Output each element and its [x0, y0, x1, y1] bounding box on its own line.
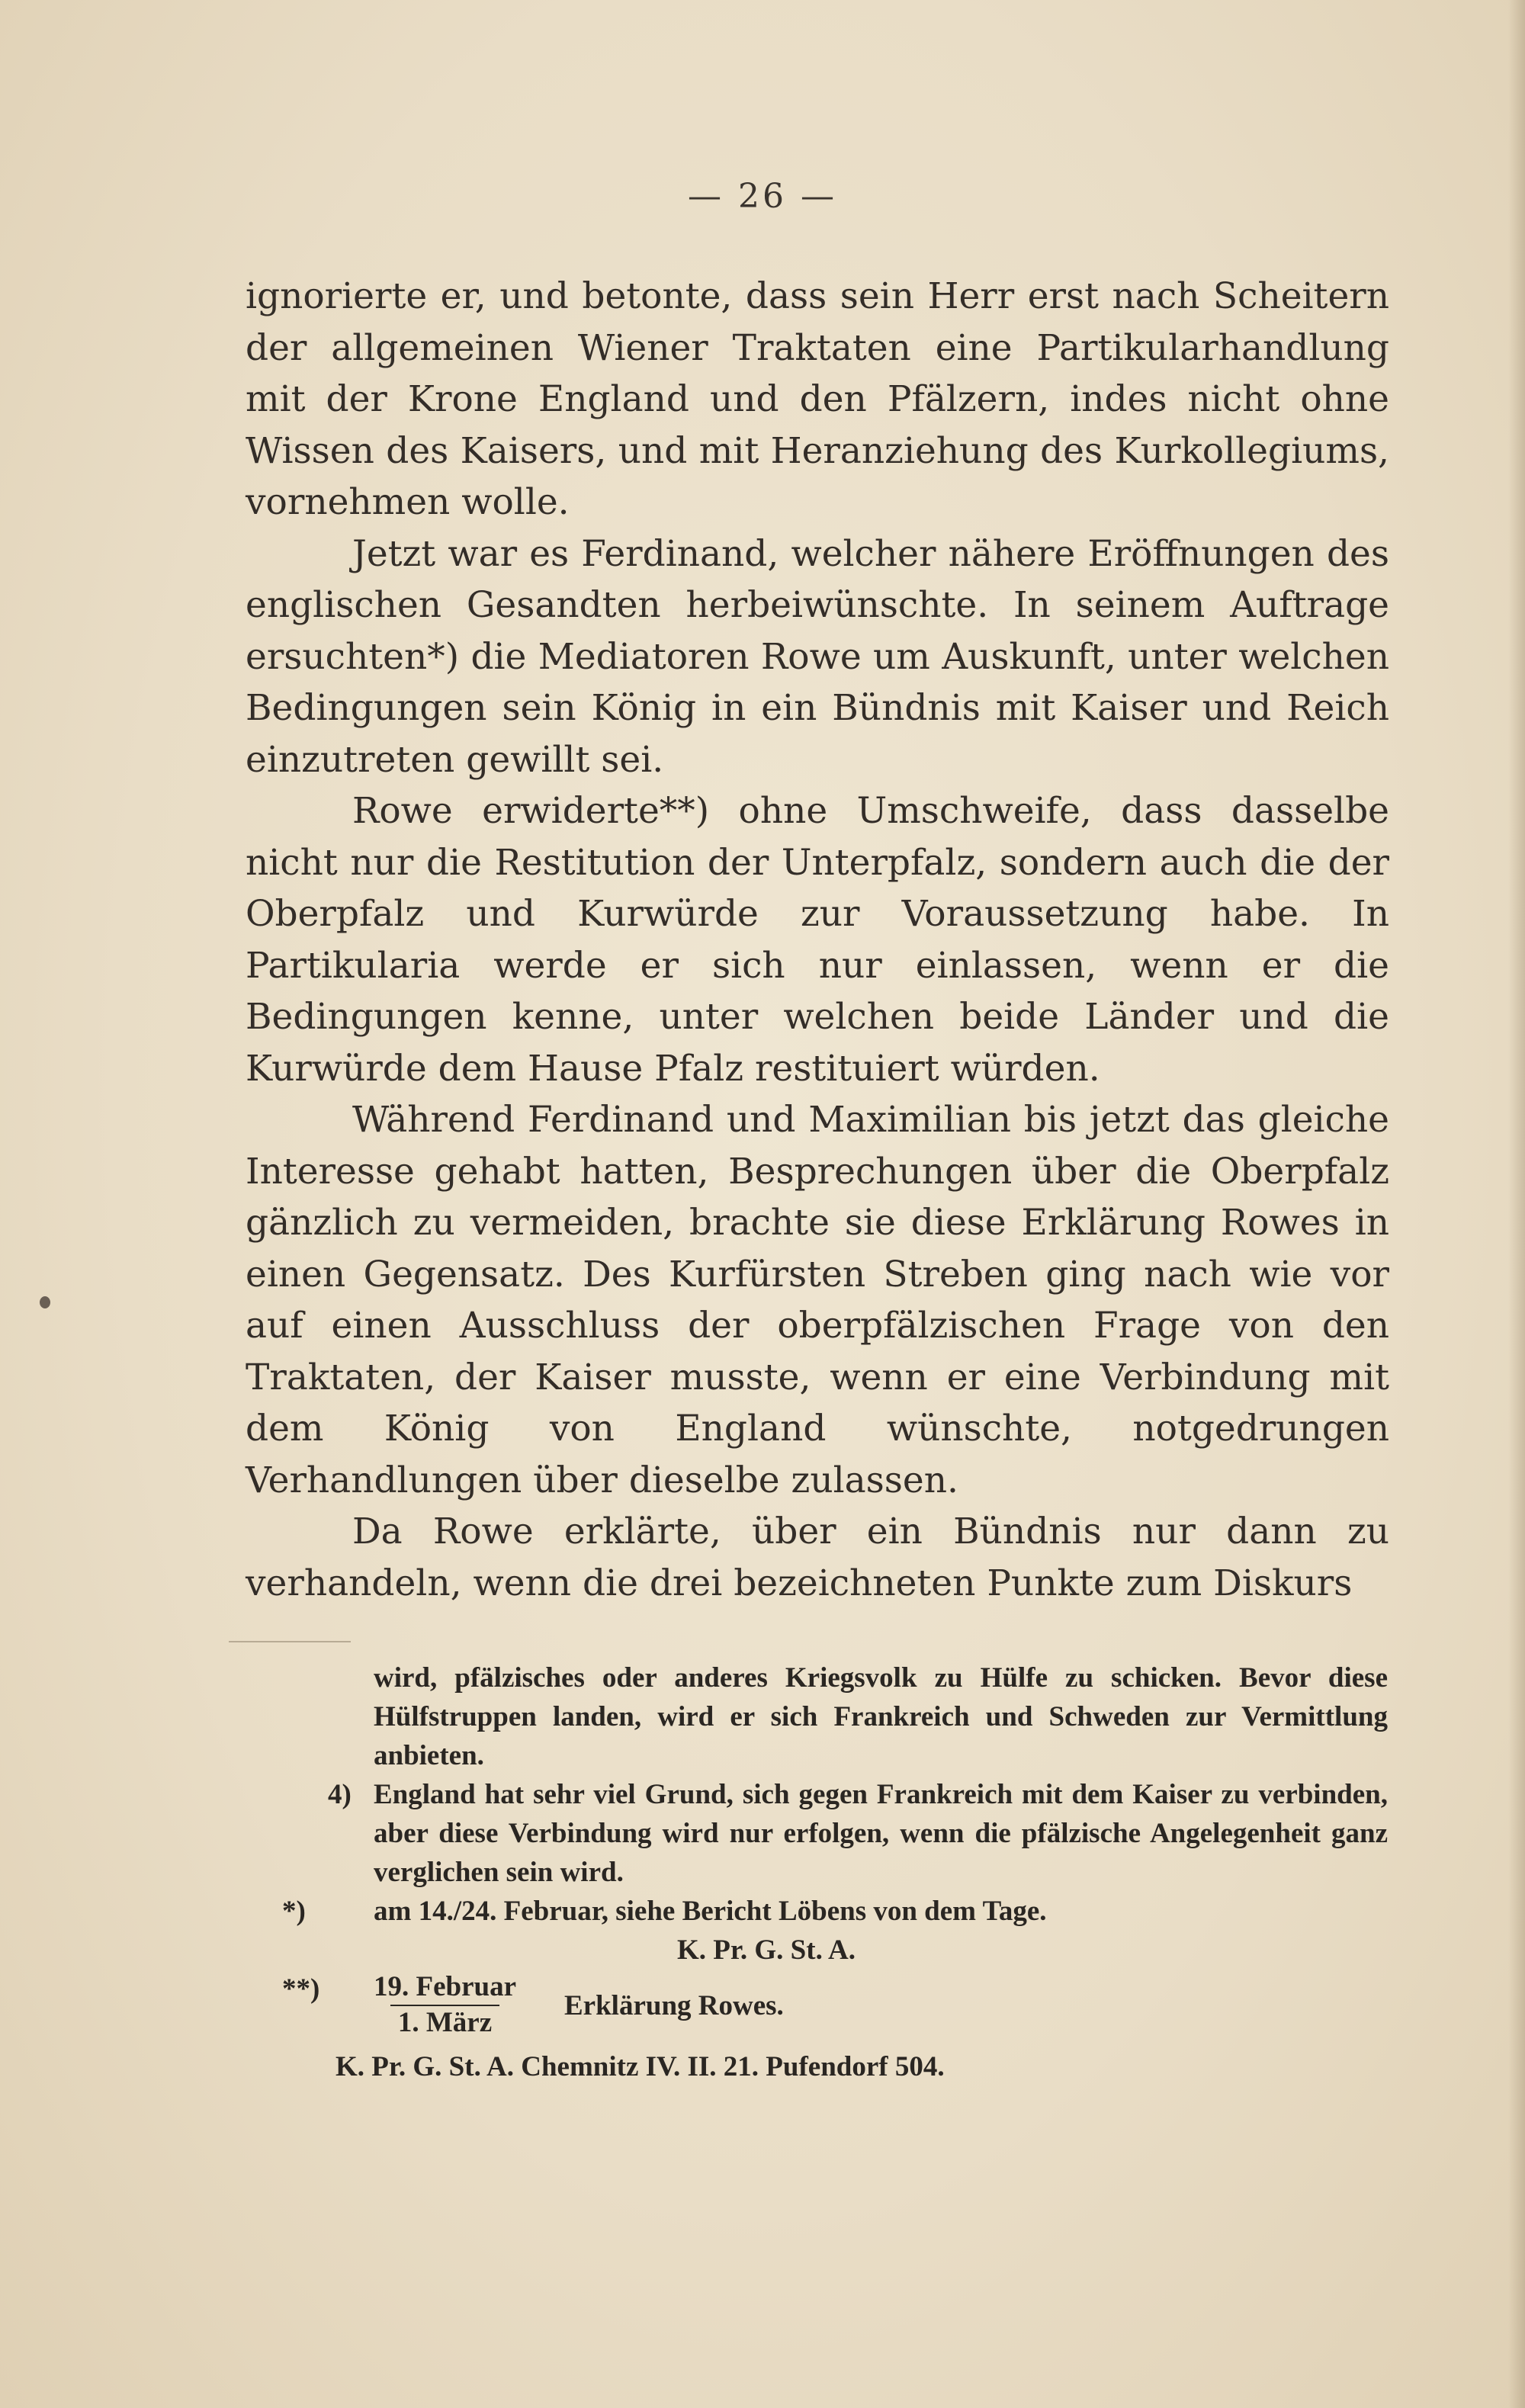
main-text	[246, 271, 1389, 1609]
footnote-separator	[229, 1641, 351, 1642]
footnote-double-star-source: K. Pr. G. St. A. Chemnitz IV. II. 21. Pufendorf 504.	[336, 2051, 945, 2082]
footnotes	[282, 1658, 1388, 2086]
footnote-double-star-marker: **)	[282, 1973, 320, 2005]
paragraph-4: Während Ferdinand und Maximilian bis jetzt das gleiche Interesse gehabt hatten, Besprechungen über die Oberpfalz gänzlich zu vermeiden, brachte sie diese Erklärung Rowes in einen Gegensatz. Des Kurfürsten Streben ging nach wie vor auf einen Ausschluss der oberpfälzischen Frage von den Traktaten, der Kaiser musste, wenn er eine Verbindung mit dem König von England wünschte, notgedrungen Verhandlungen über dieselbe zulassen.	[246, 1099, 1389, 1501]
date-old-style: 19. Februar	[374, 1971, 517, 2002]
footnote-star	[282, 1892, 1388, 1931]
footnote-double-star-text: Erklärung Rowes.	[564, 1990, 784, 2021]
paragraph-1: ignorierte er, und betonte, dass sein Herr erst nach Scheitern der allgemeinen Wiener Traktaten eine Partikularhandlung mit der Krone England und den Pfälzern, indes nicht ohne Wissen des Kaisers, und mit Heranziehung des Kurkollegiums, vornehmen wolle.	[246, 275, 1389, 523]
footnote-continuation: wird, pfälzisches oder anderes Kriegsvolk zu Hülfe zu schicken. Bevor diese Hülfstruppen landen, wird er sich Frankreich und Schweden zur Vermittlung anbieten.	[374, 1662, 1388, 1771]
footnote-4	[282, 1775, 1388, 1892]
footnote-star-source: K. Pr. G. St. A.	[676, 1934, 856, 1966]
date-new-style: 1. März	[390, 2005, 499, 2040]
footnote-double-star	[282, 1970, 1388, 2046]
footnote-star-marker: *)	[282, 1896, 306, 1927]
footnote-star-text: am 14./24. Februar, siehe Bericht Löbens von dem Tage.	[374, 1896, 1047, 1927]
date-fraction	[374, 1970, 516, 2040]
paragraph-3: Rowe erwiderte**) ohne Umschweife, dass dasselbe nicht nur die Restitution der Unterpfalz, sondern auch die der Oberpfalz und Kurwürde zur Voraussetzung habe. In Partikularia werde er sich nur einlassen, wenn er die Bedingungen kenne, unter welchen beide Länder und die Kurwürde dem Hause Pfalz restituiert würden.	[246, 790, 1389, 1090]
page-edge-shadow	[1508, 0, 1525, 2408]
paragraph-5: Da Rowe erklärte, über ein Bündnis nur dann zu verhandeln, wenn die drei bezeichneten Punkte zum Diskurs	[246, 1511, 1389, 1604]
footnote-4-marker: 4)	[328, 1779, 352, 1810]
footnote-4-text: England hat sehr viel Grund, sich gegen Frankreich mit dem Kaiser zu verbinden, aber diese Verbindung wird nur erfolgen, wenn die pfälzische Angelegenheit ganz verglichen sein wird.	[374, 1779, 1388, 1888]
paragraph-2: Jetzt war es Ferdinand, welcher nähere Eröffnungen des englischen Gesandten herbeiwünschte. In seinem Auftrage ersuchten*) die Mediatoren Rowe um Auskunft, unter welchen Bedingungen sein König in ein Bündnis mit Kaiser und Reich einzutreten gewillt sei.	[246, 532, 1389, 781]
ink-spot	[40, 1296, 50, 1308]
page-number: — 26 —	[688, 177, 837, 216]
